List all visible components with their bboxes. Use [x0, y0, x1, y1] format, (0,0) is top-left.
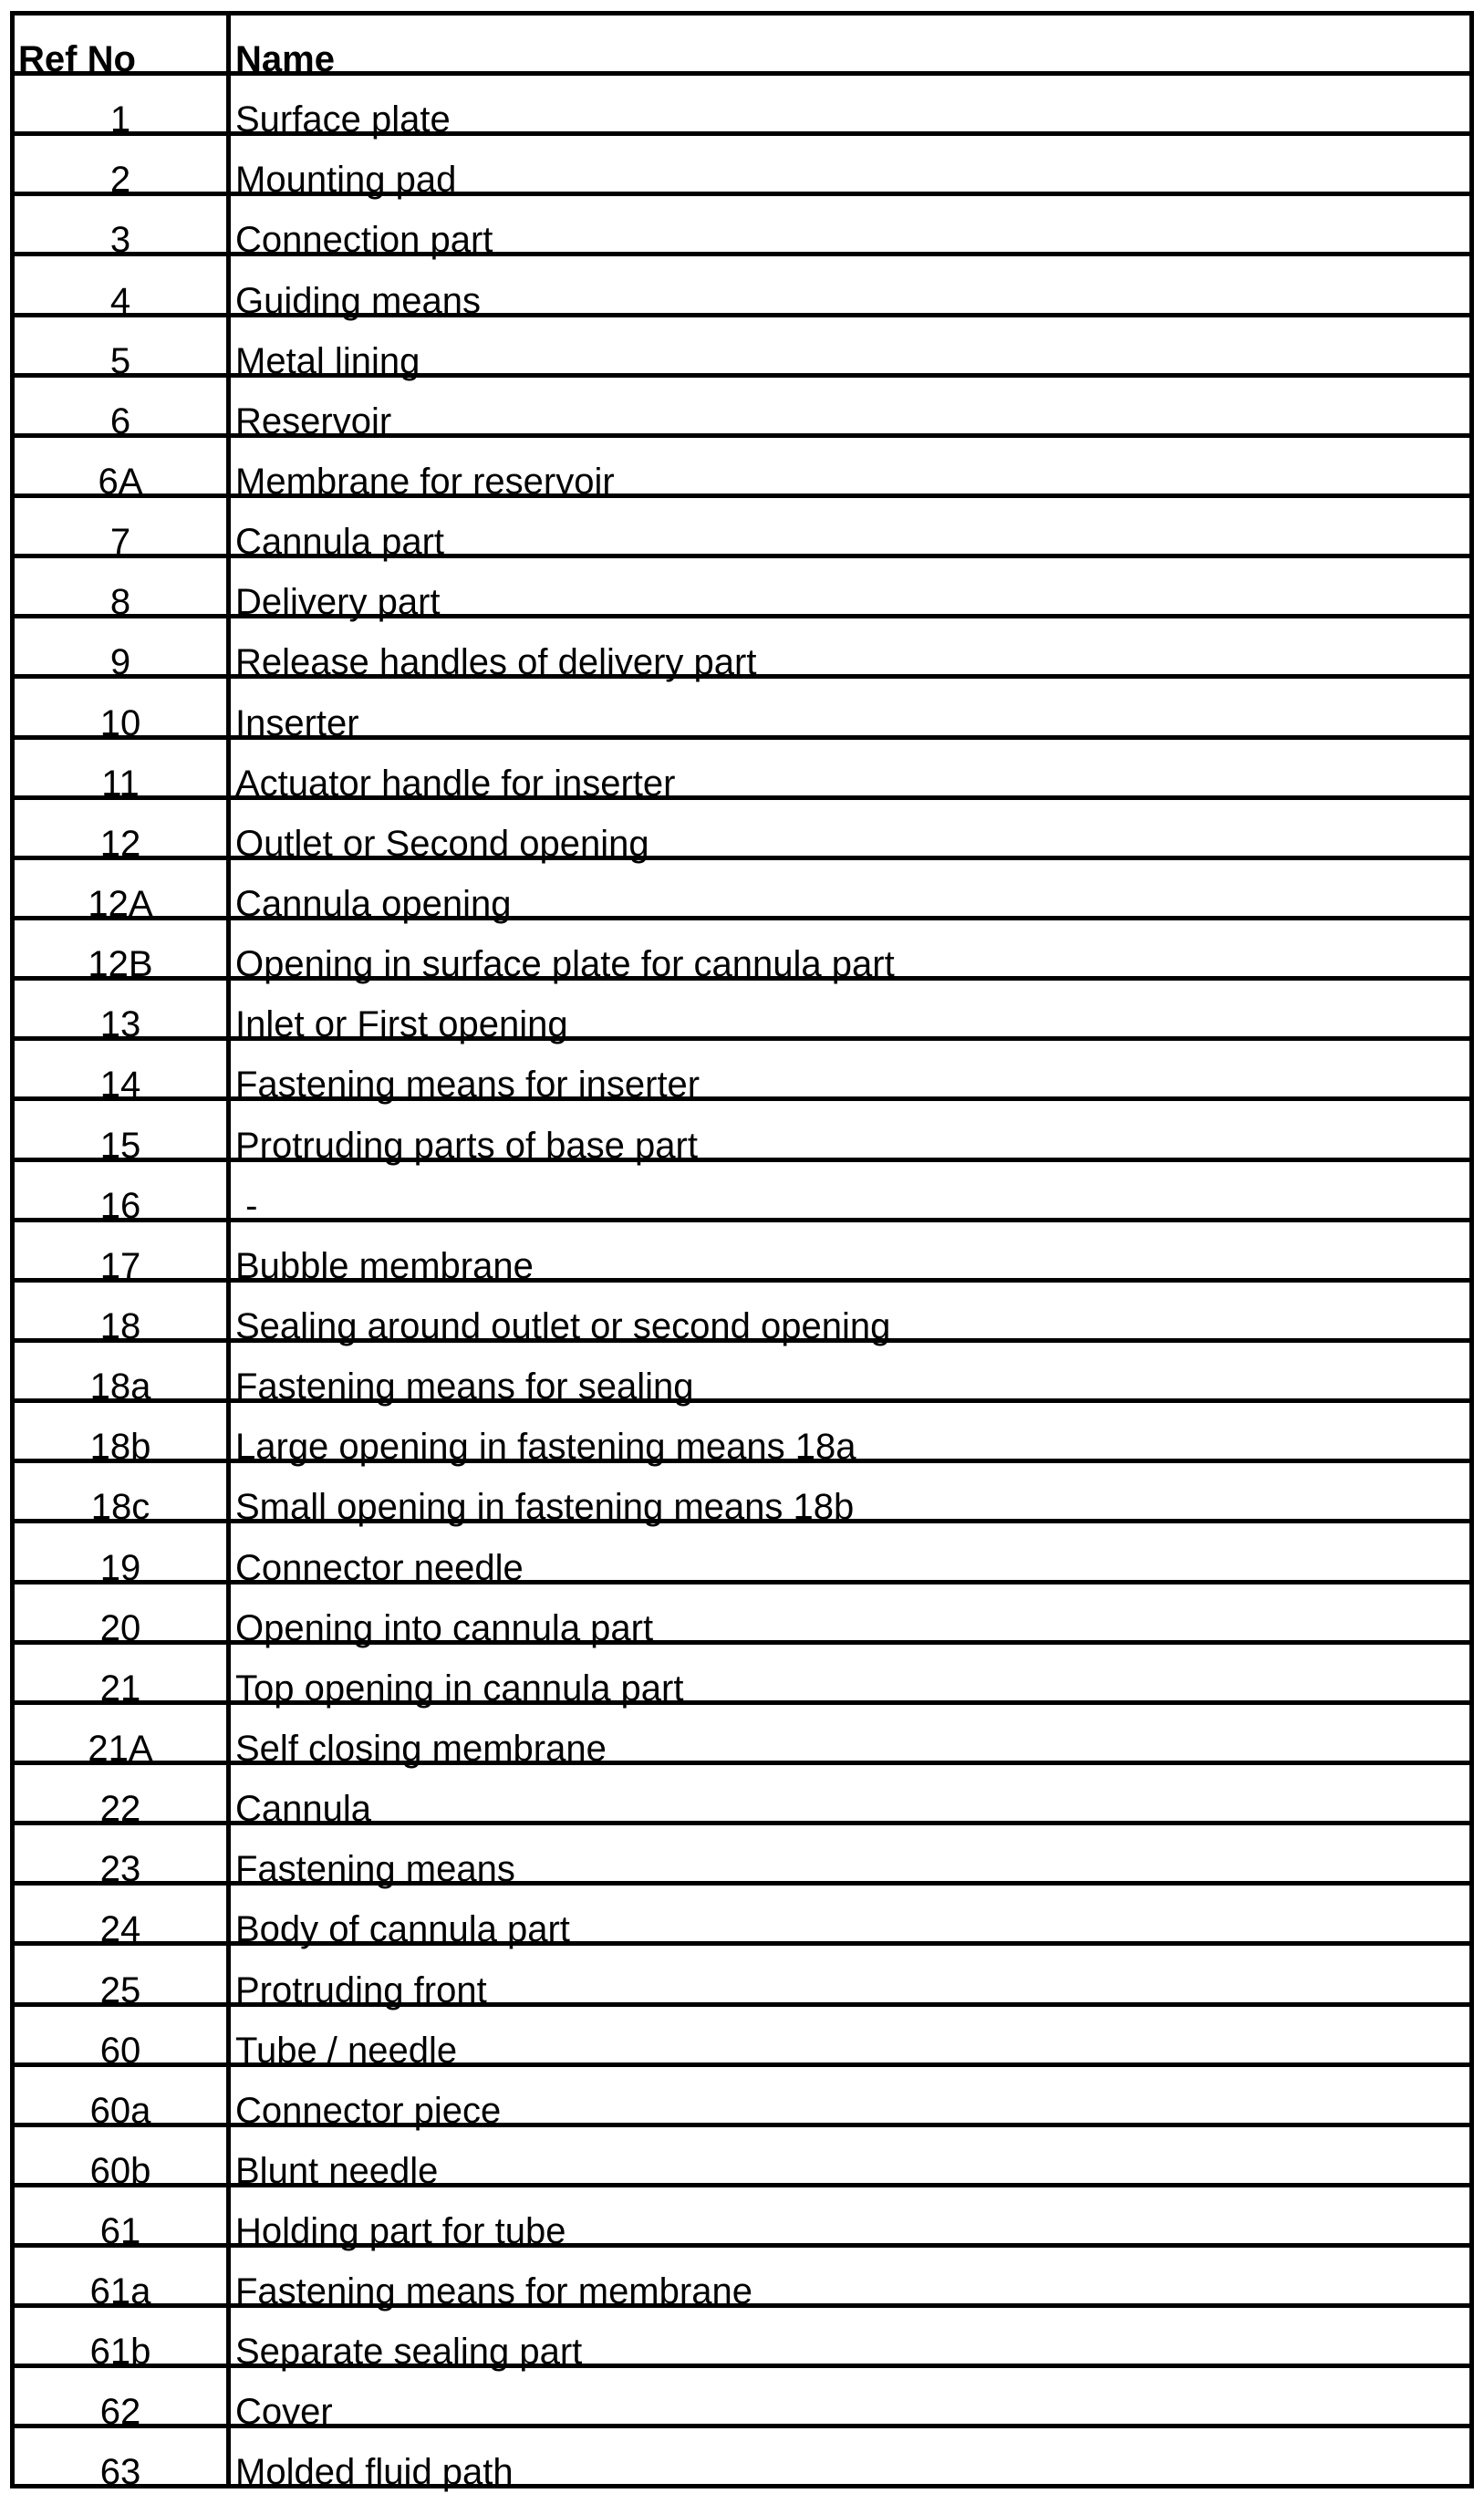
name-cell [231, 1645, 1469, 1709]
name-value: Opening in surface plate for cannula part [235, 944, 895, 985]
name-value: Holding part for tube [235, 2211, 566, 2252]
name-value: Connector needle [235, 1547, 524, 1588]
ref-no-cell [15, 1705, 231, 1769]
table-row [15, 2007, 1469, 2071]
table-row [15, 860, 1469, 924]
table-row [15, 2127, 1469, 2191]
table-row [15, 1343, 1469, 1408]
name-cell [231, 438, 1469, 502]
name-cell [231, 76, 1469, 140]
ref-no-value: 18 [99, 1305, 141, 1346]
name-cell [231, 1283, 1469, 1346]
table-row [15, 2067, 1469, 2131]
name-value: Body of cannula part [235, 1909, 570, 1950]
ref-no-value: 60a [89, 2090, 151, 2131]
ref-no-value: 61b [89, 2332, 151, 2373]
ref-no-cell [15, 1463, 231, 1528]
ref-no-value: 21 [99, 1668, 141, 1709]
ref-no-cell [15, 920, 231, 985]
table-row [15, 679, 1469, 743]
ref-no-value: 18a [89, 1366, 151, 1408]
table-row [15, 1222, 1469, 1286]
name-value: Blunt needle [235, 2150, 439, 2191]
name-value: Top opening in cannula part [235, 1668, 684, 1709]
ref-no-cell [15, 618, 231, 683]
name-cell [231, 920, 1469, 985]
name-cell [231, 1041, 1469, 1106]
name-cell [231, 860, 1469, 924]
reference-numerals-table [10, 11, 1474, 2492]
ref-no-value: 1 [109, 99, 131, 140]
ref-no-value: 10 [99, 702, 141, 743]
name-value: Reservoir [235, 400, 392, 442]
ref-no-cell [15, 2248, 231, 2312]
name-value: Membrane for reservoir [235, 461, 615, 502]
header-cell-ref-no [15, 16, 231, 79]
table-row [15, 2187, 1469, 2252]
ref-no-cell [15, 679, 231, 743]
ref-no-cell [15, 1645, 231, 1709]
name-cell [231, 1101, 1469, 1166]
ref-no-value: 7 [109, 522, 131, 563]
ref-no-value: 5 [109, 340, 131, 381]
ref-no-value: 19 [99, 1547, 141, 1588]
name-cell [231, 1584, 1469, 1648]
table-row [15, 76, 1469, 140]
name-value: Cannula opening [235, 883, 512, 924]
name-value: Metal lining [235, 340, 420, 381]
name-cell [231, 2308, 1469, 2373]
name-value: Self closing membrane [235, 1728, 607, 1769]
table-row [15, 618, 1469, 683]
ref-no-cell [15, 1283, 231, 1346]
name-cell [231, 378, 1469, 442]
ref-no-cell [15, 1403, 231, 1468]
ref-no-value: 24 [99, 1909, 141, 1950]
name-value: Cover [235, 2392, 333, 2433]
table-row [15, 136, 1469, 201]
name-cell [231, 2428, 1469, 2492]
name-cell [231, 558, 1469, 623]
ref-no-cell [15, 1825, 231, 1890]
ref-no-value: 25 [99, 1969, 141, 2010]
ref-no-value: 4 [109, 280, 131, 321]
name-value: Mounting pad [235, 160, 457, 201]
ref-no-cell [15, 256, 231, 321]
name-value: Molded fluid path [235, 2452, 514, 2492]
ref-no-cell [15, 76, 231, 140]
name-value: Inserter [235, 702, 359, 743]
name-value: Fastening means for membrane [235, 2271, 752, 2312]
name-cell [231, 498, 1469, 563]
table-row [15, 1283, 1469, 1346]
ref-no-cell [15, 1101, 231, 1166]
name-cell [231, 1403, 1469, 1468]
ref-no-cell [15, 1343, 231, 1408]
table-row [15, 1041, 1469, 1106]
name-value: Guiding means [235, 280, 482, 321]
name-value: Large opening in fastening means 18a [235, 1427, 856, 1468]
table-row [15, 1765, 1469, 1830]
ref-no-cell [15, 800, 231, 864]
name-cell [231, 2067, 1469, 2131]
table-row [15, 800, 1469, 864]
table-row [15, 1403, 1469, 1468]
name-value: Release handles of delivery part [235, 642, 757, 683]
ref-no-cell [15, 1523, 231, 1588]
name-cell [231, 136, 1469, 201]
name-value: Small opening in fastening means 18b [235, 1487, 855, 1528]
name-value: Cannula part [235, 522, 445, 563]
ref-no-value: 23 [99, 1849, 141, 1890]
ref-no-cell [15, 498, 231, 563]
ref-no-header-label: Ref No [18, 39, 136, 79]
name-cell [231, 618, 1469, 683]
name-cell [231, 1222, 1469, 1286]
table-row [15, 256, 1469, 321]
ref-no-value: 3 [109, 220, 131, 261]
ref-no-value: 6A [98, 461, 143, 502]
table-row [15, 1645, 1469, 1709]
ref-no-cell [15, 136, 231, 201]
ref-no-cell [15, 1886, 231, 1950]
header-cell-name [231, 16, 1469, 79]
name-cell [231, 1162, 1469, 1226]
name-cell [231, 1463, 1469, 1528]
name-cell [231, 800, 1469, 864]
name-cell [231, 1523, 1469, 1588]
ref-no-cell [15, 2067, 231, 2131]
table-row [15, 2368, 1469, 2433]
table-row [15, 1463, 1469, 1528]
name-cell [231, 2368, 1469, 2433]
name-value: Fastening means for inserter [235, 1065, 700, 1106]
name-cell [231, 679, 1469, 743]
name-cell [231, 981, 1469, 1045]
ref-no-value: 14 [99, 1065, 141, 1106]
name-cell [231, 1343, 1469, 1408]
name-cell [231, 1886, 1469, 1950]
table-row [15, 2308, 1469, 2373]
ref-no-value: 2 [109, 160, 131, 201]
ref-no-value: 62 [99, 2392, 141, 2433]
ref-no-value: 63 [99, 2452, 141, 2492]
name-value: Surface plate [235, 99, 451, 140]
name-value: Cannula [235, 1789, 372, 1830]
table-row [15, 740, 1469, 804]
table-row [15, 378, 1469, 442]
name-value: Fastening means [235, 1849, 515, 1890]
ref-no-cell [15, 1765, 231, 1830]
ref-no-cell [15, 981, 231, 1045]
name-cell [231, 740, 1469, 804]
ref-no-cell [15, 2308, 231, 2373]
table-row [15, 498, 1469, 563]
table-row [15, 920, 1469, 985]
ref-no-cell [15, 1946, 231, 2010]
table-row [15, 1523, 1469, 1588]
name-cell [231, 2187, 1469, 2252]
ref-no-value: 18c [90, 1487, 150, 1528]
table-row [15, 317, 1469, 381]
table-row [15, 1101, 1469, 1166]
table-row [15, 981, 1469, 1045]
table-row [15, 1886, 1469, 1950]
name-value: Separate sealing part [235, 2332, 583, 2373]
ref-no-value: 12A [88, 883, 153, 924]
name-header-label: Name [235, 39, 335, 79]
ref-no-cell [15, 2368, 231, 2433]
name-value: Bubble membrane [235, 1245, 534, 1286]
ref-no-cell [15, 2428, 231, 2492]
ref-no-cell [15, 378, 231, 442]
table-row [15, 558, 1469, 623]
ref-no-cell [15, 860, 231, 924]
ref-no-value: 60b [89, 2150, 151, 2191]
ref-no-cell [15, 1584, 231, 1648]
ref-no-value: 18b [89, 1427, 151, 1468]
ref-no-value: 16 [99, 1185, 141, 1226]
name-value: Actuator handle for inserter [235, 763, 676, 804]
ref-no-value: 61a [89, 2271, 151, 2312]
ref-no-cell [15, 317, 231, 381]
ref-no-cell [15, 740, 231, 804]
ref-no-value: 60 [99, 2030, 141, 2071]
table-row [15, 438, 1469, 502]
ref-no-cell [15, 2007, 231, 2071]
ref-no-value: 20 [99, 1607, 141, 1648]
name-value: Connection part [235, 220, 493, 261]
name-cell [231, 1765, 1469, 1830]
ref-no-value: 8 [109, 582, 131, 623]
table-row [15, 1162, 1469, 1226]
name-cell [231, 1946, 1469, 2010]
table-row [15, 1946, 1469, 2010]
ref-no-value: 61 [99, 2211, 141, 2252]
name-value: Protruding front [235, 1969, 487, 2010]
ref-no-cell [15, 1041, 231, 1106]
ref-no-cell [15, 2187, 231, 2252]
ref-no-cell [15, 1222, 231, 1286]
ref-no-cell [15, 196, 231, 261]
table-row [15, 1705, 1469, 1769]
ref-no-cell [15, 438, 231, 502]
name-value: Outlet or Second opening [235, 823, 649, 864]
name-cell [231, 1825, 1469, 1890]
table-row [15, 2428, 1469, 2492]
ref-no-value: 12B [88, 944, 153, 985]
name-value: - [235, 1185, 258, 1226]
ref-no-value: 13 [99, 1004, 141, 1045]
ref-no-value: 6 [109, 400, 131, 442]
name-value: Fastening means for sealing [235, 1366, 694, 1408]
ref-no-value: 21A [88, 1728, 153, 1769]
table-row [15, 1825, 1469, 1890]
ref-no-cell [15, 2127, 231, 2191]
name-value: Inlet or First opening [235, 1004, 568, 1045]
name-cell [231, 196, 1469, 261]
ref-no-value: 17 [99, 1245, 141, 1286]
table-row [15, 196, 1469, 261]
ref-no-value: 22 [99, 1789, 141, 1830]
ref-no-value: 11 [101, 763, 140, 804]
name-value: Sealing around outlet or second opening [235, 1305, 891, 1346]
table-row [15, 1584, 1469, 1648]
name-cell [231, 2127, 1469, 2191]
name-value: Protruding parts of base part [235, 1125, 698, 1166]
ref-no-cell [15, 1162, 231, 1226]
name-value: Connector piece [235, 2090, 502, 2131]
name-cell [231, 2007, 1469, 2071]
name-cell [231, 317, 1469, 381]
name-cell [231, 256, 1469, 321]
ref-no-cell [15, 558, 231, 623]
name-value: Delivery part [235, 582, 441, 623]
name-value: Opening into cannula part [235, 1607, 654, 1648]
name-cell [231, 2248, 1469, 2312]
ref-no-value: 15 [99, 1125, 141, 1166]
ref-no-value: 12 [99, 823, 141, 864]
table-header-row [15, 16, 1469, 79]
ref-no-value: 9 [109, 642, 131, 683]
name-cell [231, 1705, 1469, 1769]
table-row [15, 2248, 1469, 2312]
name-value: Tube / needle [235, 2030, 458, 2071]
